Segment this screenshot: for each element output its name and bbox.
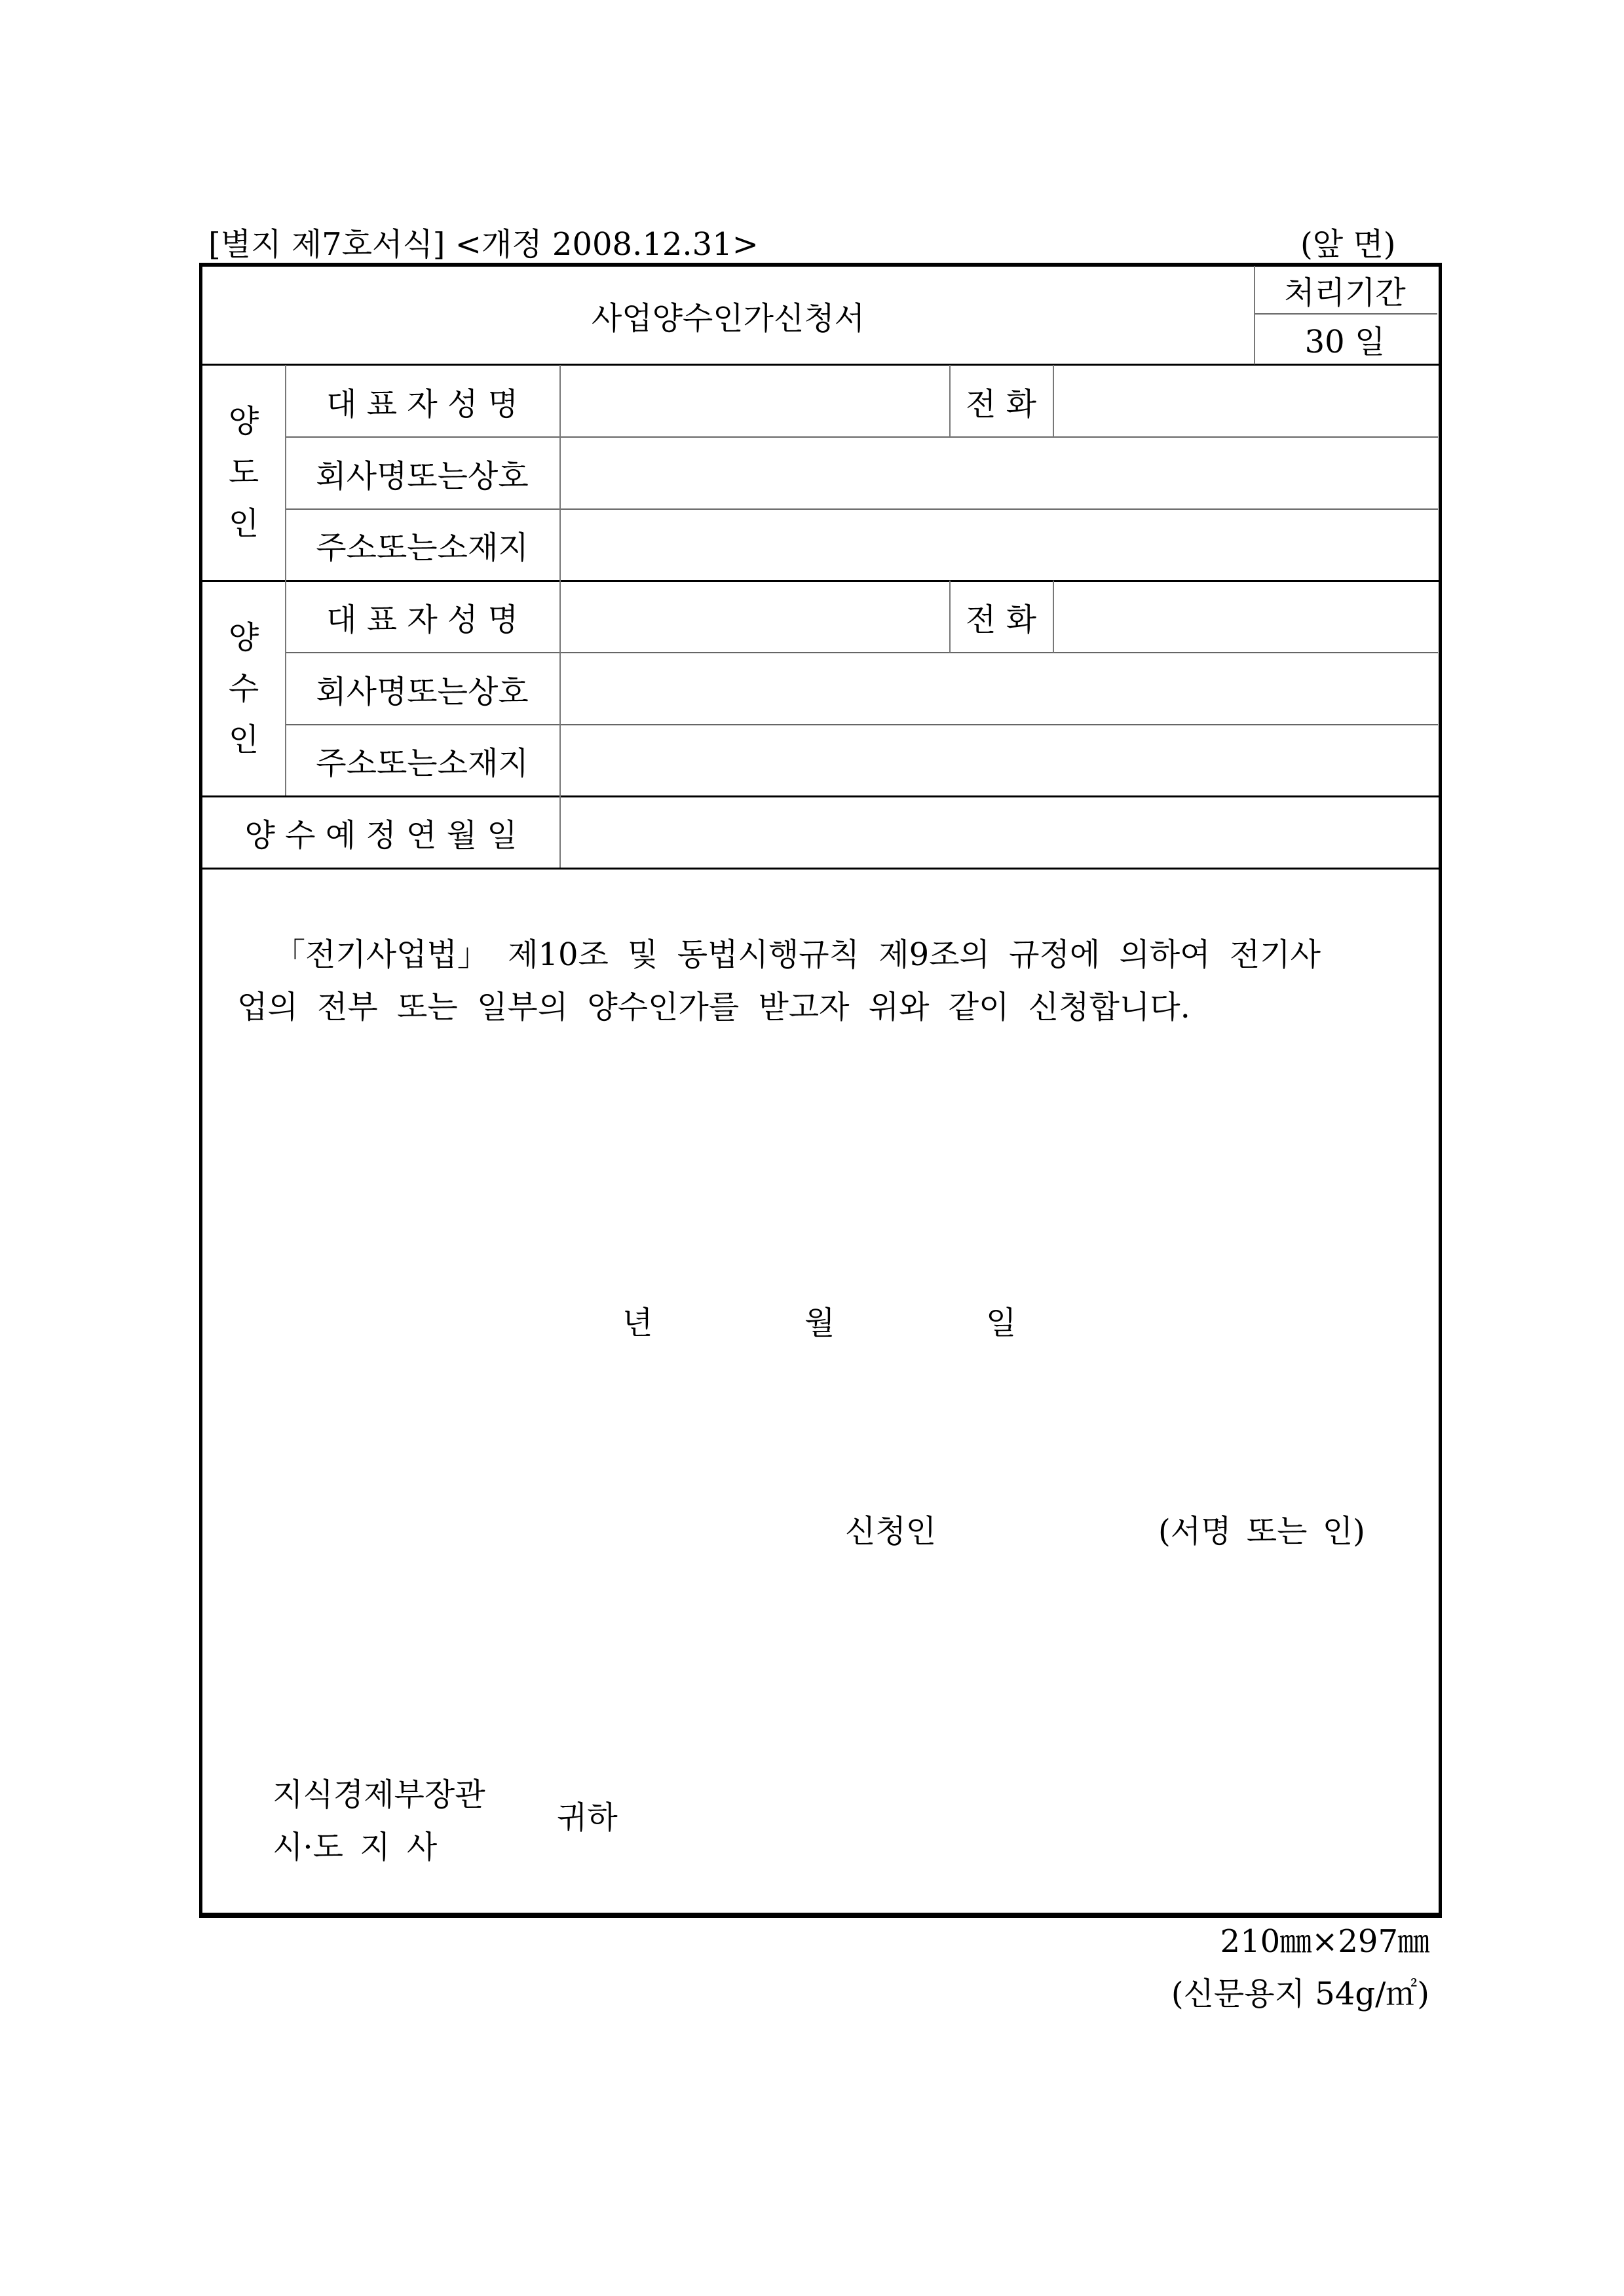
applicant-label: 신청인 [845, 1513, 937, 1550]
transferor-phone-field[interactable] [1054, 365, 1435, 437]
label-char: 양 [228, 403, 259, 440]
planned-date-field[interactable] [561, 797, 1435, 868]
label-char: 인 [228, 721, 259, 758]
transferor-phone-label: 전 화 [966, 385, 1036, 423]
transferor-rep-name-field[interactable] [561, 365, 949, 437]
transferee-phone-label: 전 화 [966, 602, 1036, 638]
recipient-minister: 지식경제부장관 [273, 1776, 485, 1813]
label-char: 양 [228, 619, 259, 656]
transferor-company-field[interactable] [561, 437, 1435, 509]
transferee-company-label: 회사명또는상호 [316, 673, 529, 710]
transferor-address-field[interactable] [561, 509, 1435, 580]
transferor-rep-name-label: 대 표 자 성 명 [326, 385, 518, 423]
transferee-address-field[interactable] [561, 725, 1435, 795]
transferee-company-field[interactable] [561, 653, 1435, 725]
statement-line-1: 「전기사업법」 제10조 및 동법시행규칙 제9조의 규정에 의하여 전기사 [274, 936, 1321, 973]
form-number: [별지 제7호서식] <개정 2008.12.31> [208, 226, 759, 263]
honorific: 귀하 [557, 1799, 618, 1836]
signature-label: (서명 또는 인) [1158, 1513, 1365, 1550]
recipient-governor: 시·도 지 사 [273, 1829, 438, 1866]
processing-period-value: 30 일 [1304, 324, 1386, 360]
planned-date-label: 양 수 예 정 연 월 일 [244, 816, 518, 854]
label-char: 수 [228, 670, 259, 707]
date-day: 일 [986, 1305, 1017, 1341]
transferee-phone-field[interactable] [1054, 581, 1435, 653]
label-char: 도 [228, 454, 259, 491]
statement-line-2: 업의 전부 또는 일부의 양수인가를 받고자 위와 같이 신청합니다. [237, 989, 1190, 1025]
paper-type: (신문용지 54g/㎡) [1171, 1976, 1429, 2012]
label-char: 인 [228, 505, 259, 542]
transferee-rep-name-label: 대 표 자 성 명 [326, 602, 518, 638]
processing-period-label: 처리기간 [1284, 274, 1406, 311]
date-month: 월 [804, 1305, 835, 1341]
transferee-rep-name-field[interactable] [561, 581, 949, 653]
transferor-label [202, 365, 285, 580]
transferee-label [202, 581, 285, 795]
divider [199, 868, 1439, 870]
form-title: 사업양수인가신청서 [591, 299, 865, 337]
paper-size: 210㎜×297㎜ [1220, 1923, 1429, 1960]
transferee-address-label: 주소또는소재지 [316, 744, 529, 782]
page-side: (앞 면) [1300, 226, 1396, 263]
transferor-address-label: 주소또는소재지 [316, 529, 529, 566]
transferor-company-label: 회사명또는상호 [316, 457, 529, 495]
date-year: 년 [622, 1305, 653, 1341]
